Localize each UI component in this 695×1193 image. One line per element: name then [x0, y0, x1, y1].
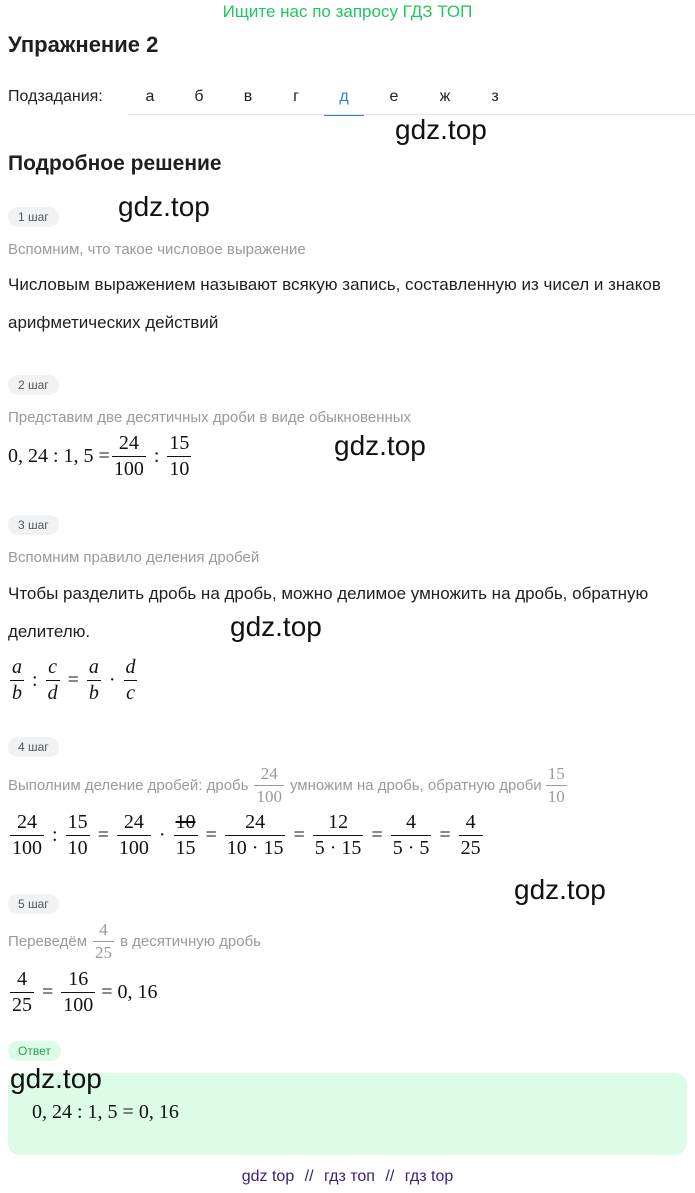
fraction: [10, 968, 34, 1017]
equals: =: [205, 824, 217, 846]
fraction: [61, 968, 95, 1017]
numerator: 24: [260, 764, 278, 783]
fraction: [46, 656, 60, 705]
subtask-tab-g[interactable]: г: [293, 88, 299, 105]
promo-banner[interactable]: Ищите нас по запросу ГДЗ ТОП: [222, 2, 473, 21]
denominator: 25: [95, 943, 113, 962]
subtask-tab-d[interactable]: д: [324, 88, 364, 106]
subtask-tab-e[interactable]: е: [389, 88, 399, 105]
operator: ·: [158, 824, 166, 846]
fraction: [546, 764, 567, 807]
step-4-math: [8, 811, 485, 860]
denominator: 100: [63, 994, 94, 1016]
numerator: 4: [17, 968, 27, 990]
step-3-badge: [8, 515, 59, 535]
operator: :: [153, 445, 160, 467]
footer-separator: //: [304, 1168, 314, 1185]
step-2-hint: Представим две десятичных дроби в виде обыкновенных: [8, 409, 412, 426]
equals: =: [439, 824, 451, 846]
step-badge: 1 шаг: [8, 207, 59, 227]
fraction: [391, 811, 432, 860]
step-2-badge: [8, 375, 59, 395]
denominator: b: [88, 682, 99, 704]
equals: =: [371, 824, 383, 846]
denominator: 100: [256, 787, 282, 806]
step-2-math: [8, 432, 193, 481]
fraction: [112, 432, 146, 481]
subtasks-label: Подзадания:: [8, 88, 103, 105]
fraction: [254, 764, 284, 807]
step-1-badge: [8, 207, 59, 227]
hint-text: умножим на дробь, обратную дроби: [289, 777, 542, 794]
operator: :: [52, 824, 58, 846]
step-badge: 5 шаг: [8, 894, 59, 914]
subtask-tab-z[interactable]: з: [491, 88, 499, 105]
step-badge: 3 шаг: [8, 515, 59, 535]
denominator: 15: [175, 837, 196, 859]
numerator: 24: [123, 811, 144, 833]
hint-text: в десятичную дробь: [120, 933, 261, 950]
numerator: 4: [99, 920, 108, 939]
equals: =: [97, 824, 109, 846]
numerator: c: [48, 656, 57, 678]
denominator: d: [47, 682, 58, 704]
denominator: 25: [12, 994, 32, 1016]
subtask-tab-b[interactable]: б: [194, 88, 204, 105]
step-1-hint: Вспомним, что такое числовое выражение: [8, 241, 306, 258]
step-5-hint: [8, 920, 261, 963]
numerator: 24: [118, 432, 139, 454]
page-title: Упражнение 2: [8, 32, 159, 57]
fraction: [87, 656, 101, 705]
fraction: [313, 811, 364, 860]
step-1-text: Числовым выражением называют всякую запись, составленную из чисел и знаков арифметических действий: [8, 275, 661, 332]
denominator: 10 · 15: [226, 837, 284, 859]
numerator: 16: [68, 968, 89, 990]
fraction: [66, 811, 90, 860]
answer-badge-wrap: [8, 1041, 61, 1061]
numerator: a: [12, 656, 22, 678]
step-5-badge: [8, 894, 59, 914]
fraction: [225, 811, 286, 860]
math-rhs: = 0, 16: [101, 981, 158, 1003]
numerator: 4: [465, 811, 476, 833]
watermark: gdz.top: [118, 191, 210, 222]
denominator: 100: [12, 837, 42, 859]
step-badge: 2 шаг: [8, 375, 59, 395]
denominator: 10: [169, 458, 190, 480]
footer-link[interactable]: gdz top: [241, 1168, 295, 1185]
fraction: [459, 811, 483, 860]
step-3-hint: Вспомним правило деления дробей: [8, 549, 260, 566]
numerator: 12: [328, 811, 349, 833]
step-3-math: [8, 656, 140, 705]
footer-link[interactable]: гдз top: [404, 1168, 454, 1185]
watermark: gdz.top: [10, 1063, 102, 1094]
denominator: 25: [460, 837, 481, 859]
operator: ·: [108, 669, 116, 691]
watermark: gdz.top: [514, 874, 606, 905]
fraction: [117, 811, 151, 860]
fraction: [174, 811, 198, 860]
denominator: 5 · 15: [314, 837, 362, 859]
numerator: 15: [67, 811, 88, 833]
numerator: 4: [406, 811, 417, 833]
denominator: 5 · 5: [392, 837, 430, 859]
subtasks-row: [8, 86, 695, 116]
denominator: 100: [113, 458, 144, 480]
fraction: [10, 811, 44, 860]
footer-separator: //: [385, 1168, 395, 1185]
hint-text: Переведём: [8, 933, 88, 950]
equals: =: [67, 669, 79, 691]
numerator: 15: [547, 764, 565, 783]
footer-links: [0, 1168, 695, 1186]
denominator: b: [12, 682, 22, 704]
numerator: 15: [169, 432, 190, 454]
step-badge: 4 шаг: [8, 737, 59, 757]
numerator: 24: [17, 811, 37, 833]
answer-math: 0, 24 : 1, 5 = 0, 16: [32, 1101, 179, 1123]
numerator: a: [88, 656, 99, 678]
step-5-math: [8, 968, 158, 1017]
solution-title: Подробное решение: [8, 152, 222, 175]
math-lhs: 0, 24 : 1, 5 =: [8, 445, 110, 467]
answer-badge: Ответ: [8, 1041, 61, 1061]
denominator: 10: [547, 787, 565, 806]
watermark: gdz.top: [395, 114, 487, 145]
numerator: 24: [245, 811, 266, 833]
equals: =: [293, 824, 305, 846]
numerator: d: [125, 656, 136, 678]
step-4-hint: [8, 764, 571, 807]
denominator: 100: [118, 837, 149, 859]
denominator: c: [126, 682, 135, 704]
step-4-badge: [8, 737, 59, 757]
step-3-text: Чтобы разделить дробь на дробь, можно делимое умножить на дробь, обратную делителю.: [8, 584, 649, 641]
equals: =: [42, 981, 54, 1003]
fraction: [167, 432, 191, 481]
operator: :: [32, 669, 38, 691]
fraction: [10, 656, 24, 705]
fraction: [124, 656, 138, 705]
subtask-tab-a[interactable]: а: [145, 88, 155, 105]
fraction: [93, 920, 114, 963]
watermark: gdz.top: [334, 430, 426, 461]
watermark: gdz.top: [230, 611, 322, 642]
denominator: 10: [67, 837, 88, 859]
subtask-tab-zh[interactable]: ж: [439, 88, 451, 105]
footer-link[interactable]: гдз топ: [324, 1168, 375, 1185]
hint-text: Выполним деление дробей: дробь: [8, 777, 249, 794]
numerator: 10: [175, 811, 196, 833]
subtask-tab-v[interactable]: в: [243, 88, 253, 105]
